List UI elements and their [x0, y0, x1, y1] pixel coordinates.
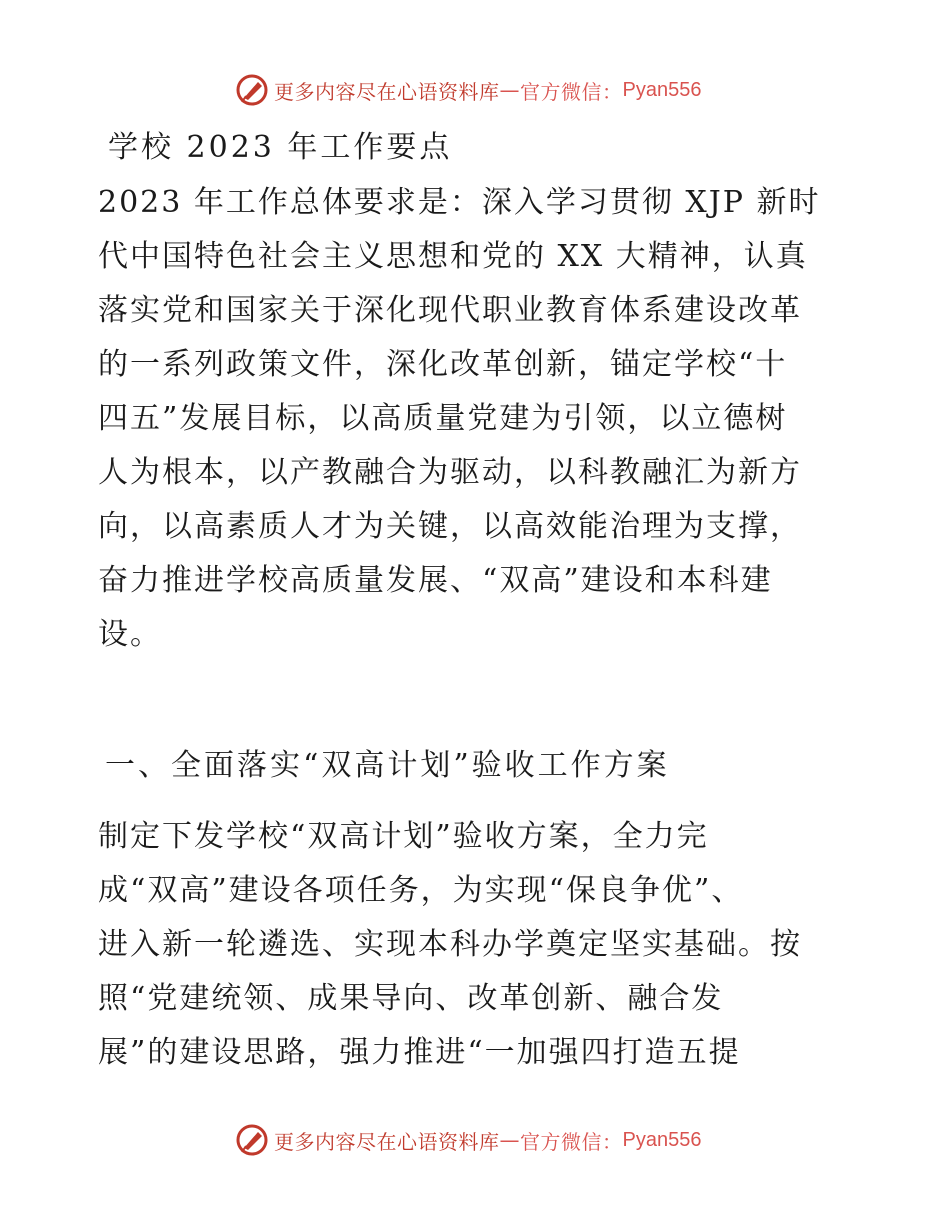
section-1-line: 成“双高”建设各项任务，为实现“保良争优”、 [98, 873, 744, 908]
intro-line: 人为根本，以产教融合为驱动，以科教融汇为新方 [98, 455, 802, 490]
section-1-line: 展”的建设思路，强力推进“一加强四打造五提 [98, 1035, 741, 1070]
watermark-header [234, 70, 701, 110]
section-1-heading: 一、全面落实“双高计划”验收工作方案 [105, 748, 670, 783]
watermark-dash: — [499, 1128, 520, 1152]
watermark-handle: Pyan556 [622, 78, 702, 101]
watermark-main-text: 更多内容尽在心语资料库 [274, 1129, 500, 1154]
intro-line: 奋力推进学校高质量发展、“双高”建设和本科建 [98, 563, 773, 598]
section-1-paragraph [98, 810, 858, 1080]
pen-logo-icon [234, 1122, 270, 1158]
section-1-line: 进入新一轮遴选、实现本科办学奠定坚实基础。按 [98, 927, 802, 962]
section-1-line: 制定下发学校“双高计划”验收方案，全力完 [98, 819, 709, 854]
watermark-handle: Pyan556 [622, 1128, 702, 1151]
watermark-main-text: 更多内容尽在心语资料库 [274, 79, 500, 104]
watermark-sub-text: 官方微信： [520, 1129, 623, 1154]
watermark-footer [234, 1120, 701, 1160]
intro-line: 的一系列政策文件，深化改革创新，锚定学校“十 [98, 347, 788, 382]
intro-line: 代中国特色社会主义思想和党的 XX 大精神，认真 [98, 239, 808, 274]
pen-logo-icon [234, 72, 270, 108]
watermark-sub-text: 官方微信： [520, 79, 623, 104]
intro-line: 向，以高素质人才为关键，以高效能治理为支撑， [98, 509, 802, 544]
intro-line: 四五”发展目标，以高质量党建为引领，以立德树 [98, 401, 788, 436]
section-1-line: 照“党建统领、成果导向、改革创新、融合发 [98, 981, 724, 1016]
intro-line: 2023 年工作总体要求是：深入学习贯彻 XJP 新时 [98, 185, 821, 220]
watermark-dash: — [499, 78, 520, 102]
intro-line: 落实党和国家关于深化现代职业教育体系建设改革 [98, 293, 802, 328]
document-title: 学校 2023 年工作要点 [108, 130, 453, 165]
intro-paragraph [98, 176, 858, 662]
intro-line: 设。 [98, 617, 162, 652]
